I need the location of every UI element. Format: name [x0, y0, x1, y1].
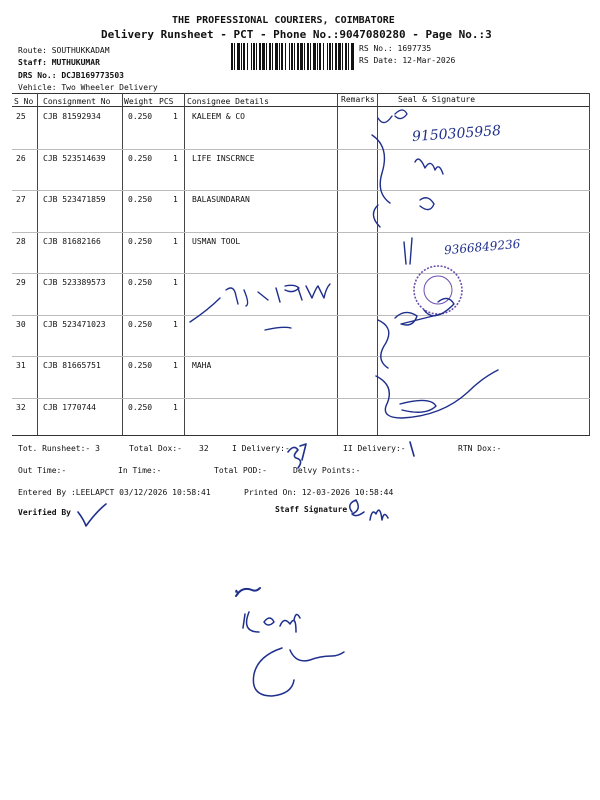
row-pcs: 1: [173, 361, 178, 370]
row-consignment: CJB 523389573: [43, 278, 106, 287]
row-consignee: LIFE INSCRNCE: [192, 154, 255, 163]
col-sno: S No: [14, 97, 34, 106]
row-sno: 29: [16, 278, 26, 287]
delvy-points-label: Delvy Points:-: [293, 466, 361, 475]
handwritten-phone-1: 9150305958: [411, 122, 502, 146]
staff-signature-label: Staff Signature: [275, 505, 348, 514]
row-weight: 0.250: [128, 278, 153, 287]
total-dox-value: 32: [199, 444, 209, 453]
row-sno: 27: [16, 195, 26, 204]
row-consignment: CJB 81665751: [43, 361, 101, 370]
entered-by: Entered By :LEELAPCT 03/12/2026 10:58:41: [18, 488, 211, 497]
ii-delivery-label: II Delivery:-: [343, 444, 406, 453]
col-consignee: Consignee Details: [187, 97, 269, 106]
row-pcs: 1: [173, 195, 178, 204]
tot-runsheet: Tot. Runsheet:- 3: [18, 444, 100, 453]
row-consignment: CJB 523471023: [43, 320, 106, 329]
in-time-label: In Time:-: [118, 466, 162, 475]
vehicle-label: Vehicle: Two Wheeler Delivery: [18, 83, 158, 92]
total-dox-label: Total Dox:-: [129, 444, 182, 453]
row-weight: 0.250: [128, 320, 153, 329]
row-pcs: 1: [173, 154, 178, 163]
row-weight: 0.250: [128, 403, 153, 412]
row-consignee: BALASUNDARAN: [192, 195, 250, 204]
rs-number: RS No.: 1697735: [359, 44, 432, 53]
printed-on: Printed On: 12-03-2026 10:58:44: [244, 488, 394, 497]
company-name: THE PROFESSIONAL COURIERS, COIMBATORE: [172, 15, 395, 26]
col-weight: Weight: [124, 97, 153, 106]
row-consignee: USMAN TOOL: [192, 237, 241, 246]
row-weight: 0.250: [128, 112, 153, 121]
row-weight: 0.250: [128, 195, 153, 204]
row-consignee: KALEEM & CO: [192, 112, 245, 121]
row-pcs: 1: [173, 403, 178, 412]
col-consignment: Consignment No: [43, 97, 111, 106]
runsheet-title: Delivery Runsheet - PCT - Phone No.:9047080280 - Page No.:3: [101, 28, 492, 41]
row-consignment: CJB 523514639: [43, 154, 106, 163]
staff-label: Staff: MUTHUKUMAR: [18, 58, 100, 67]
col-remarks: Remarks: [341, 95, 375, 104]
out-time-label: Out Time:-: [18, 466, 67, 475]
row-weight: 0.250: [128, 361, 153, 370]
col-seal: Seal & Signature: [398, 95, 476, 104]
row-pcs: 1: [173, 237, 178, 246]
row-sno: 25: [16, 112, 26, 121]
col-pcs: PCS: [159, 97, 174, 106]
row-sno: 28: [16, 237, 26, 246]
drs-label: DRS No.: DCJB169773503: [18, 71, 124, 80]
row-consignee: MAHA: [192, 361, 212, 370]
verified-by-label: Verified By: [18, 508, 71, 517]
handwritten-phone-2: 9366849236: [443, 236, 521, 258]
row-sno: 31: [16, 361, 26, 370]
row-consignment: CJB 1770744: [43, 403, 96, 412]
i-delivery-label: I Delivery:-: [232, 444, 290, 453]
route-label: Route: SOUTHUKKADAM: [18, 46, 110, 55]
total-pod-label: Total POD:-: [214, 466, 267, 475]
row-pcs: 1: [173, 112, 178, 121]
row-pcs: 1: [173, 320, 178, 329]
row-consignment: CJB 81682166: [43, 237, 101, 246]
row-weight: 0.250: [128, 154, 153, 163]
row-pcs: 1: [173, 278, 178, 287]
rs-date: RS Date: 12-Mar-2026: [359, 56, 456, 65]
row-sno: 26: [16, 154, 26, 163]
row-consignment: CJB 523471859: [43, 195, 106, 204]
row-weight: 0.250: [128, 237, 153, 246]
row-sno: 30: [16, 320, 26, 329]
row-sno: 32: [16, 403, 26, 412]
row-consignment: CJB 81592934: [43, 112, 101, 121]
rtn-dox-label: RTN Dox:-: [458, 444, 502, 453]
